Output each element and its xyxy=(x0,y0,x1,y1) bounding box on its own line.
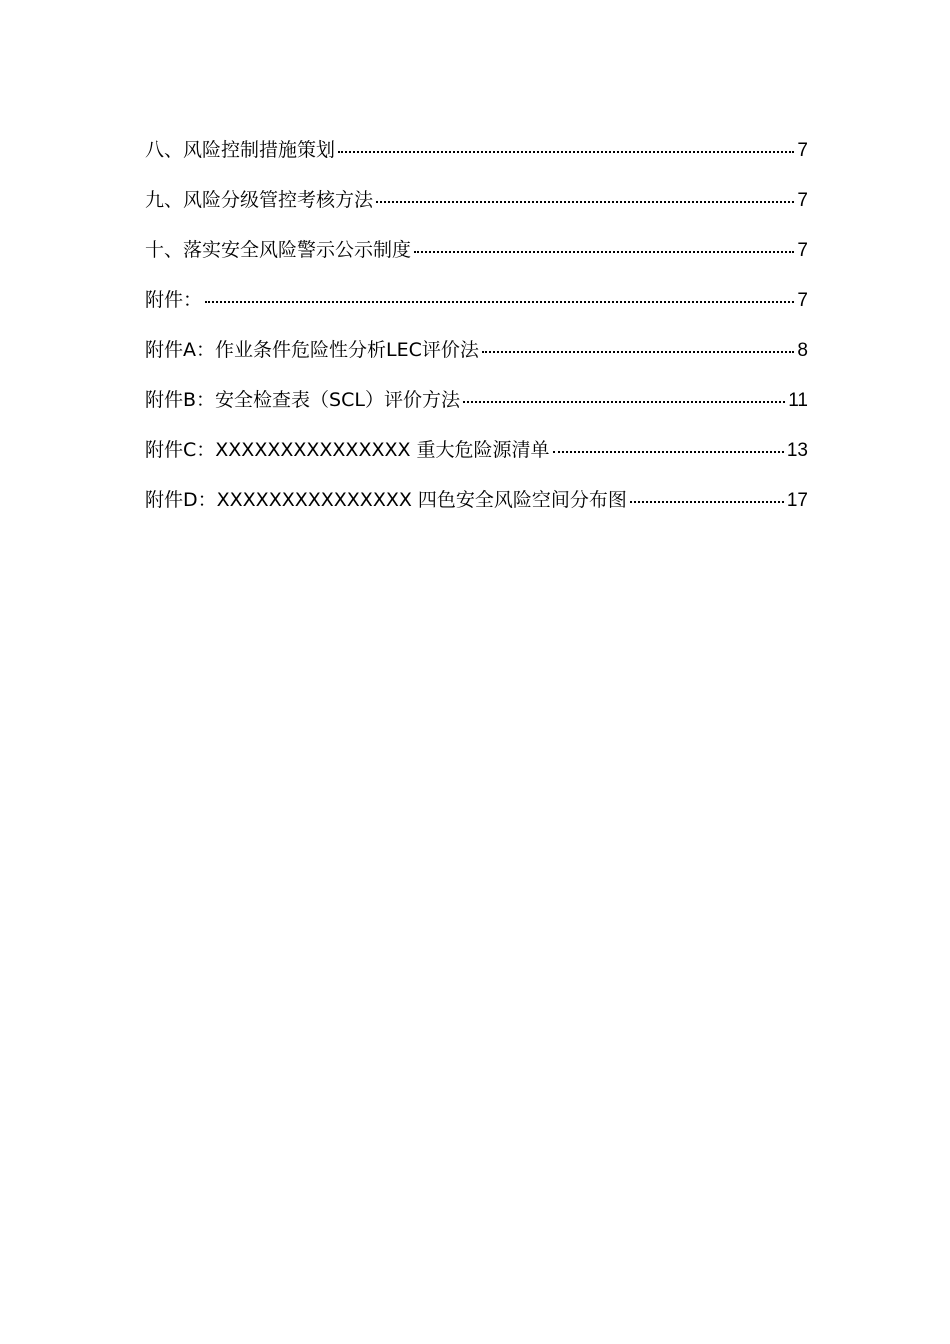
toc-dot-leader xyxy=(414,251,794,253)
toc-entry-risk-control-measures[interactable] xyxy=(145,132,808,182)
toc-entry-assessment-method[interactable] xyxy=(145,182,808,232)
table-of-contents xyxy=(145,132,808,532)
toc-entry-title: 十、落实安全风险警示公示制度 xyxy=(145,239,412,261)
toc-page-number: 13 xyxy=(786,440,808,461)
toc-page-number: 7 xyxy=(797,190,808,211)
toc-dot-leader xyxy=(630,501,784,503)
toc-entry-title: 附件D：XXXXXXXXXXXXXXX 四色安全风险空间分布图 xyxy=(145,489,627,511)
toc-entry-appendix-d[interactable] xyxy=(145,482,808,532)
toc-entry-title: 附件B：安全检查表（SCL）评价方法 xyxy=(145,389,460,411)
toc-dot-leader xyxy=(463,401,785,403)
toc-entry-title: 附件： xyxy=(145,289,203,311)
toc-entry-title: 九、风险分级管控考核方法 xyxy=(145,189,374,211)
toc-entry-appendix-b[interactable] xyxy=(145,382,808,432)
toc-entry-title: 附件A：作业条件危险性分析LEC评价法 xyxy=(145,339,479,361)
toc-page-number: 7 xyxy=(797,140,808,161)
toc-page-number: 17 xyxy=(786,490,808,511)
toc-dot-leader xyxy=(205,301,794,303)
toc-entry-warning-system[interactable] xyxy=(145,232,808,282)
toc-dot-leader xyxy=(338,151,794,153)
toc-page-number: 7 xyxy=(797,290,808,311)
toc-dot-leader xyxy=(376,201,794,203)
toc-entry-appendix[interactable] xyxy=(145,282,808,332)
toc-dot-leader xyxy=(482,351,795,353)
toc-page-number: 8 xyxy=(797,340,808,361)
toc-page-number: 11 xyxy=(788,390,808,411)
toc-entry-appendix-a[interactable] xyxy=(145,332,808,382)
toc-entry-appendix-c[interactable] xyxy=(145,432,808,482)
toc-entry-title: 八、风险控制措施策划 xyxy=(145,139,336,161)
toc-page-number: 7 xyxy=(797,240,808,261)
toc-entry-title: 附件C：XXXXXXXXXXXXXXX 重大危险源清单 xyxy=(145,439,550,461)
toc-dot-leader xyxy=(553,451,784,453)
